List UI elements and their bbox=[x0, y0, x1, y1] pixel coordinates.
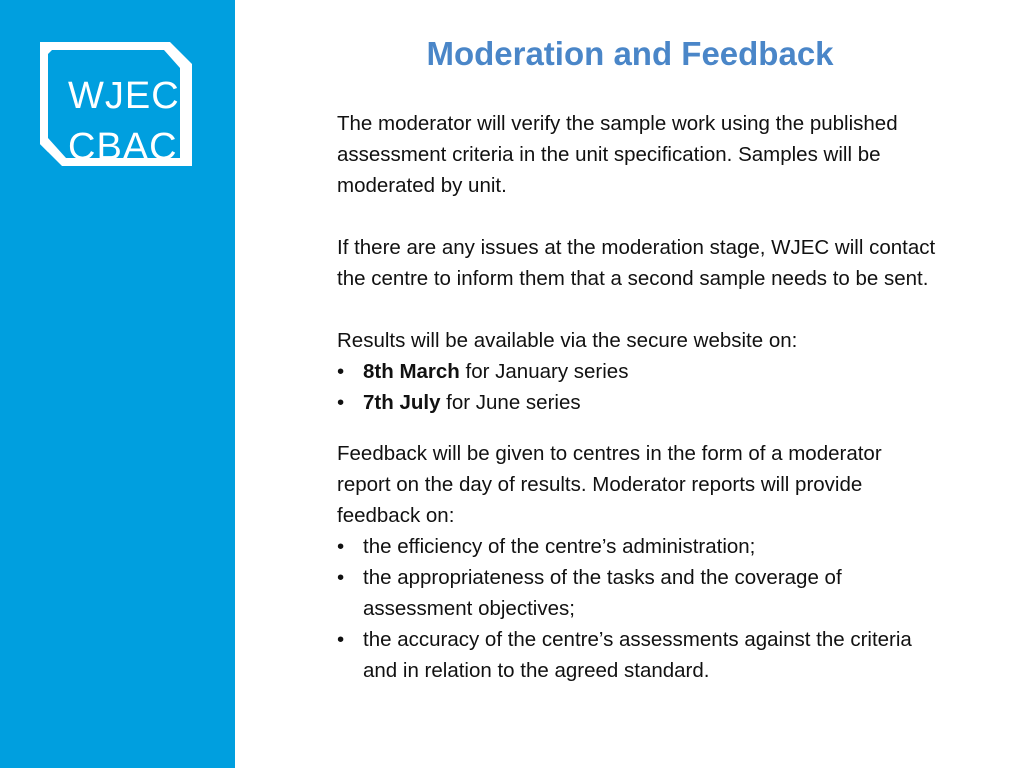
bullet-icon: • bbox=[337, 566, 345, 589]
bullet-icon: • bbox=[337, 391, 345, 414]
feedback-topic-accuracy: the accuracy of the centre’s assessments against the criteria and in relation to the agreed standard. bbox=[363, 628, 912, 682]
bullet-icon: • bbox=[337, 535, 345, 558]
list-item bbox=[337, 531, 937, 562]
results-date-january: 8th March bbox=[363, 360, 460, 383]
logo-text-cbac: CBAC bbox=[68, 126, 178, 168]
paragraph-results-intro: Results will be available via the secure website on: bbox=[337, 329, 798, 352]
results-series-june: for June series bbox=[440, 391, 581, 414]
results-date-june: 7th July bbox=[363, 391, 441, 414]
paragraph-issues: If there are any issues at the moderation stage, WJEC will contact the centre to inform them that a second sample needs to be sent. bbox=[337, 236, 936, 290]
slide-title: Moderation and Feedback bbox=[426, 35, 834, 72]
results-series-january: for January series bbox=[459, 360, 629, 383]
bullet-icon: • bbox=[337, 360, 345, 383]
feedback-topic-administration: the efficiency of the centre’s administration; bbox=[363, 535, 756, 558]
slide-body bbox=[337, 108, 937, 686]
paragraph-feedback-intro: Feedback will be given to centres in the form of a moderator report on the day of results. Moderator reports will provide feedback on: bbox=[337, 442, 882, 527]
list-item bbox=[337, 356, 937, 387]
feedback-topic-list bbox=[337, 531, 937, 686]
paragraph-verification: The moderator will verify the sample work using the published assessment criteria in the unit specification. Samples will be moderated by unit. bbox=[337, 112, 898, 197]
bullet-icon: • bbox=[337, 628, 345, 651]
logo-text-wjec: WJEC bbox=[68, 75, 180, 117]
results-date-list bbox=[337, 356, 937, 418]
feedback-topic-tasks: the appropriateness of the tasks and the coverage of assessment objectives; bbox=[363, 566, 842, 620]
list-item bbox=[337, 562, 937, 624]
list-item bbox=[337, 387, 937, 418]
wjec-cbac-logo bbox=[40, 42, 192, 166]
list-item bbox=[337, 624, 937, 686]
